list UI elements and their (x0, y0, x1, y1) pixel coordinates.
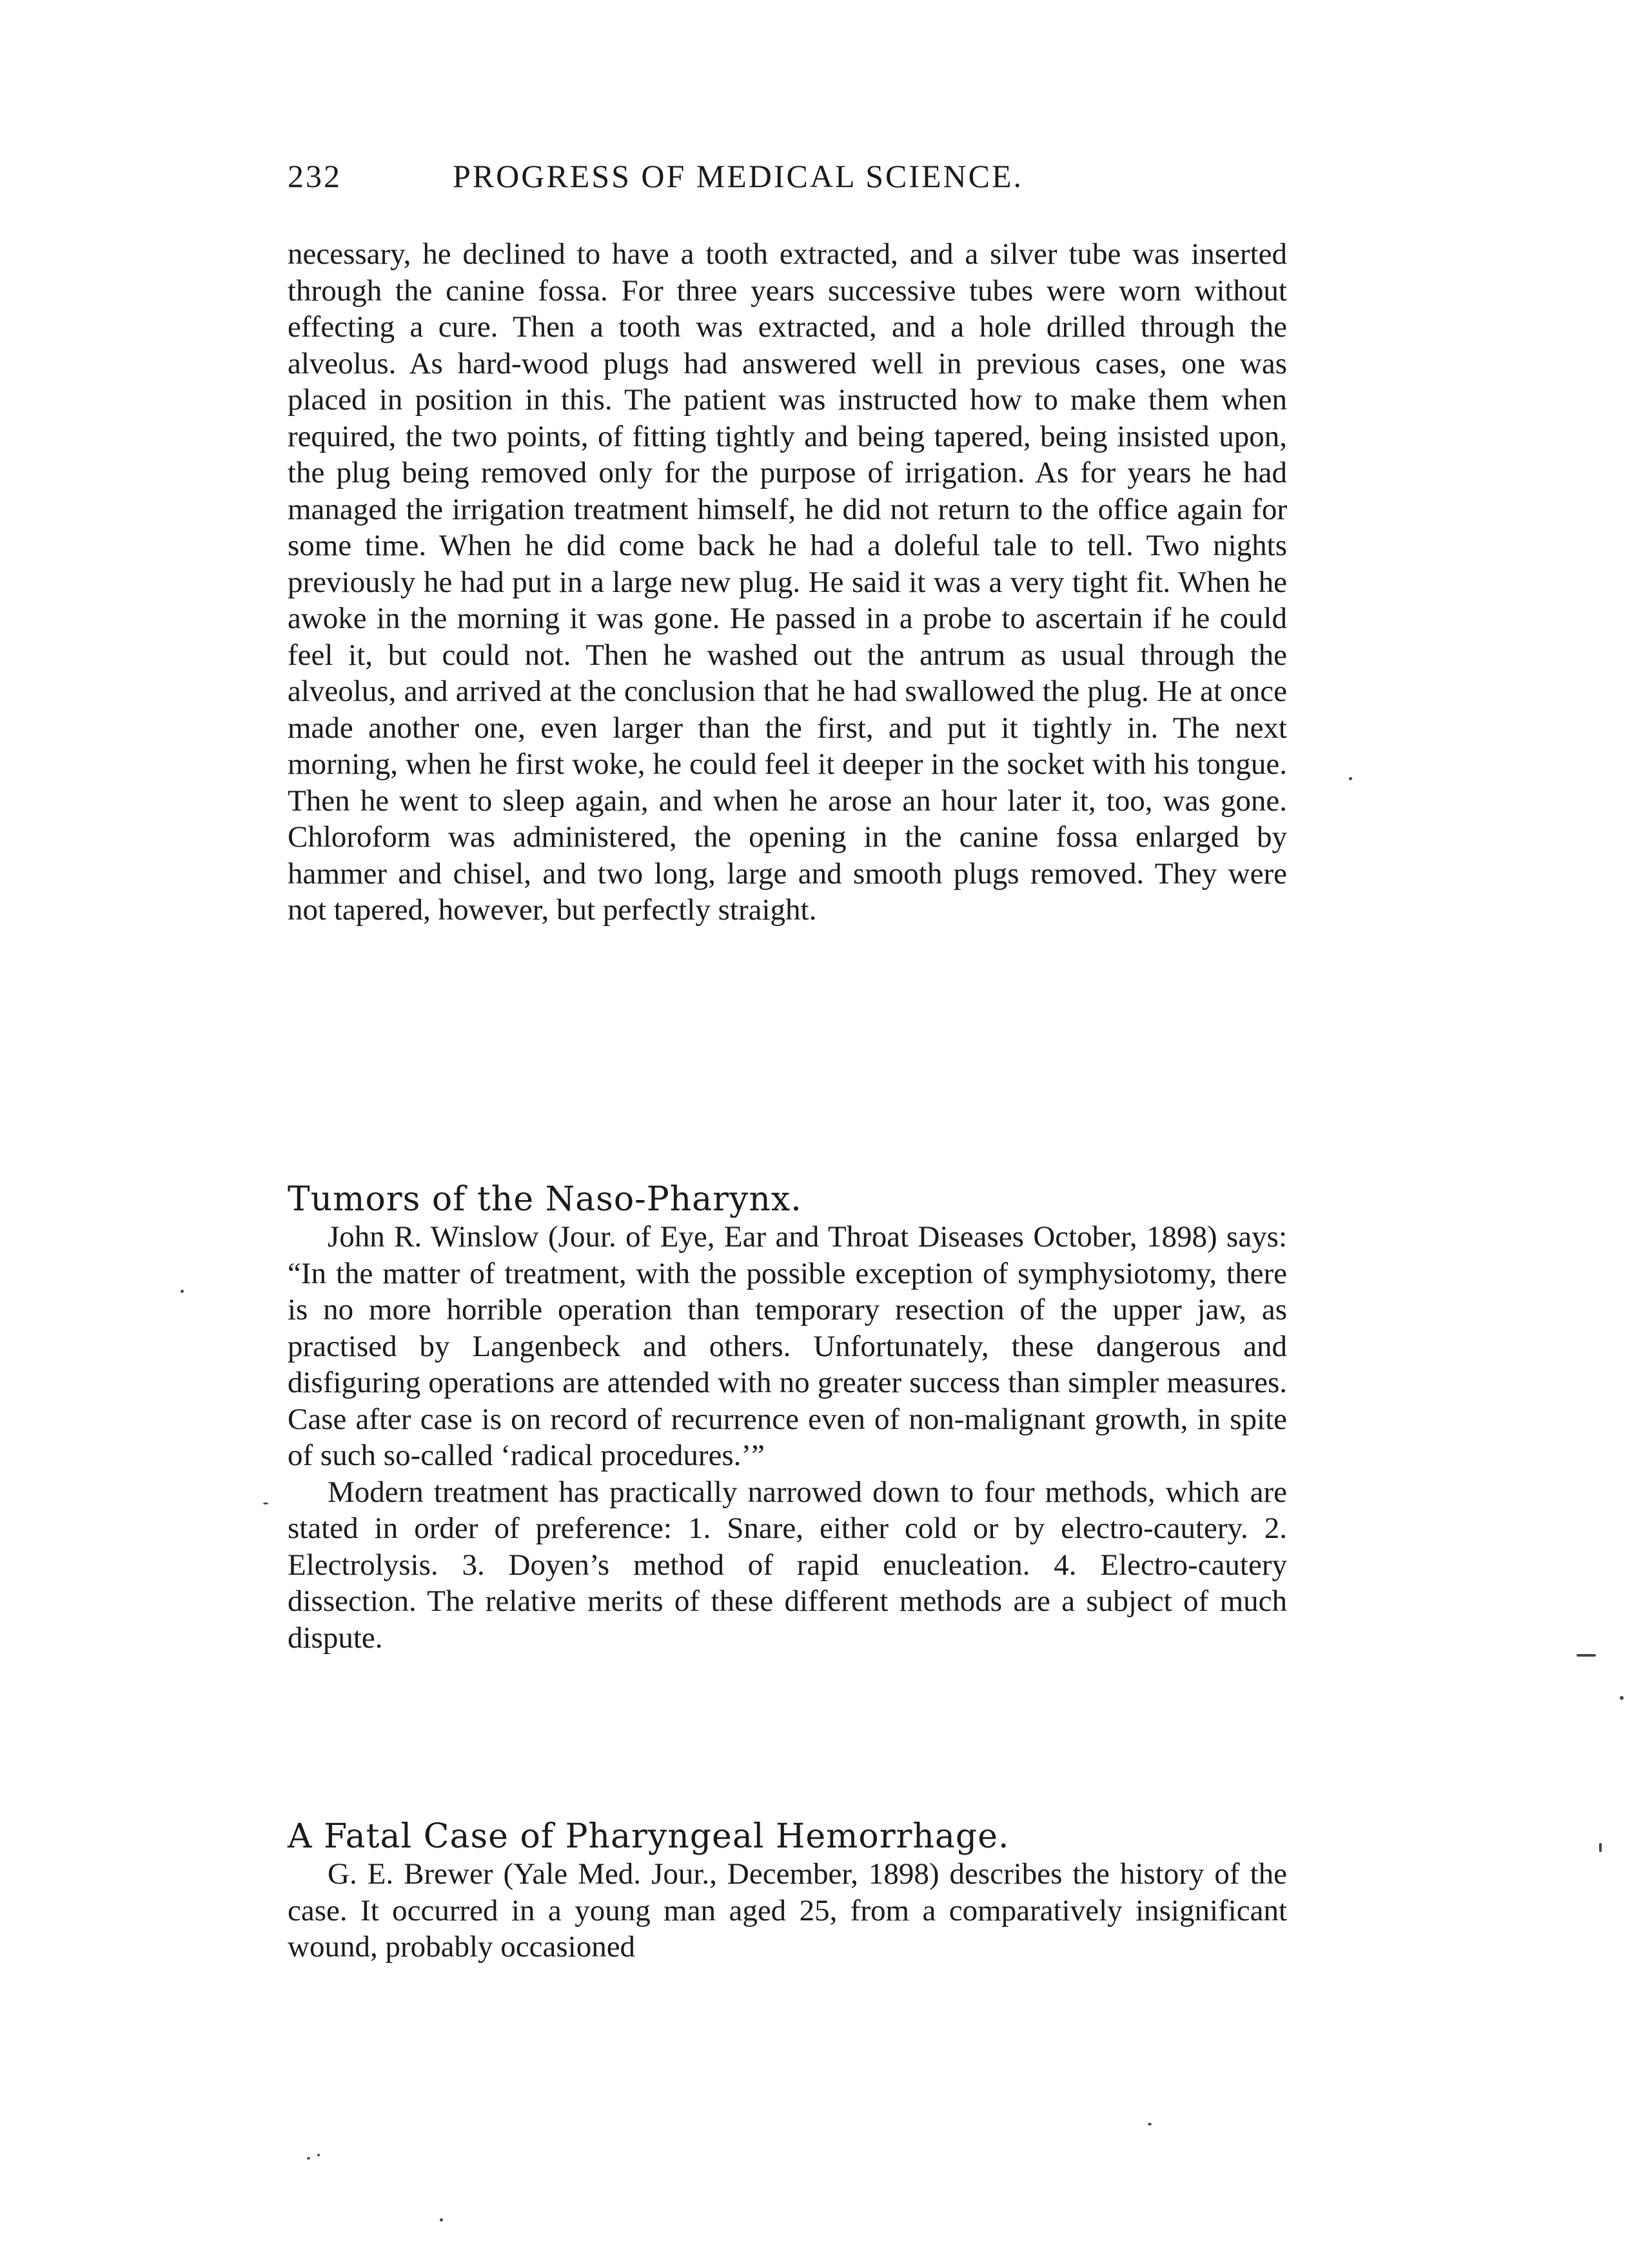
running-header (288, 157, 1293, 202)
paragraph-winslow-quote: John R. Winslow (Jour. of Eye, Ear and Throat Diseases October, 1898) says: “In the matter of treatment, with the possible exception of symphysiotomy, there is no more horrible operation than temporary resection of the upper jaw, as practised by Langenbeck and others. Unfortunately, these dangerous and disfiguring operations are attended with no greater success than simpler measures. Case after case is on record of recurrence even of non-malignant growth, in spite of such so-called ‘radical procedures.’” (288, 1220, 1287, 1472)
section-heading-pharyngeal-hemorrhage: A Fatal Case of Pharyngeal Hemorrhage. (288, 1817, 1010, 1856)
section-pharyngeal-hemorrhage (288, 1817, 1287, 1966)
continued-paragraph: necessary, he declined to have a tooth extracted, and a silver tube was inserted through the canine fossa. For three years successive tubes were worn without effecting a cure. Then a tooth was extracted, and a hole drilled through the alveolus. As hard-wood plugs had answered well in previous cases, one was placed in position in this. The patient was instructed how to make them when required, the two points, of fitting tightly and being tapered, being insisted upon, the plug being removed only for the purpose of irrigation. As for years he had managed the irrigation treatment himself, he did not return to the office again for some time. When he did come back he had a doleful tale to tell. Two nights previously he had put in a large new plug. He said it was a very tight fit. When he awoke in the morning it was gone. He passed in a probe to ascertain if he could feel it, but could not. Then he washed out the antrum as usual through the alveolus, and arrived at the conclusion that he had swallowed the plug. He at once made another one, even larger than the first, and put it tightly in. The next morning, when he first woke, he could feel it deeper in the socket with his tongue. Then he went to sleep again, and when he arose an hour later it, too, was gone. Chloroform was administered, the opening in the canine fossa enlarged by hammer and chisel, and two long, large and smooth plugs removed. They were not tapered, however, but perfectly straight. (288, 237, 1287, 927)
scan-speck (1577, 1654, 1596, 1657)
scan-speck (1148, 2123, 1152, 2125)
scan-speck (1349, 777, 1352, 780)
scan-speck (181, 1290, 184, 1293)
scan-speck (1620, 1696, 1624, 1700)
scan-speck (1599, 1843, 1602, 1852)
scan-speck (317, 2154, 320, 2156)
paragraph-modern-treatment: Modern treatment has practically narrowed down to four methods, which are stated in order of preference: 1. Snare, either cold or by electro-cautery. 2. Electrolysis. 3. Doyen’s method of rapid enucleation. 4. Electro-cautery dissection. The relative merits of these different methods are a subject of much dispute. (288, 1475, 1287, 1655)
scan-speck (263, 1502, 268, 1504)
running-title: PROGRESS OF MEDICAL SCIENCE. (453, 158, 1024, 194)
section-naso-pharynx (288, 1180, 1287, 1656)
page-number: 232 (288, 158, 342, 194)
paragraph-brewer: G. E. Brewer (Yale Med. Jour., December, 1898) describes the history of the case. It occurred in a young man aged 25, from a comparatively insignificant wound, probably occasioned (288, 1857, 1287, 1964)
text-block-continued (288, 236, 1287, 929)
scan-speck (440, 2218, 443, 2222)
scan-speck (307, 2157, 310, 2160)
section-heading-naso-pharynx: Tumors of the Naso-Pharynx. (288, 1180, 802, 1219)
